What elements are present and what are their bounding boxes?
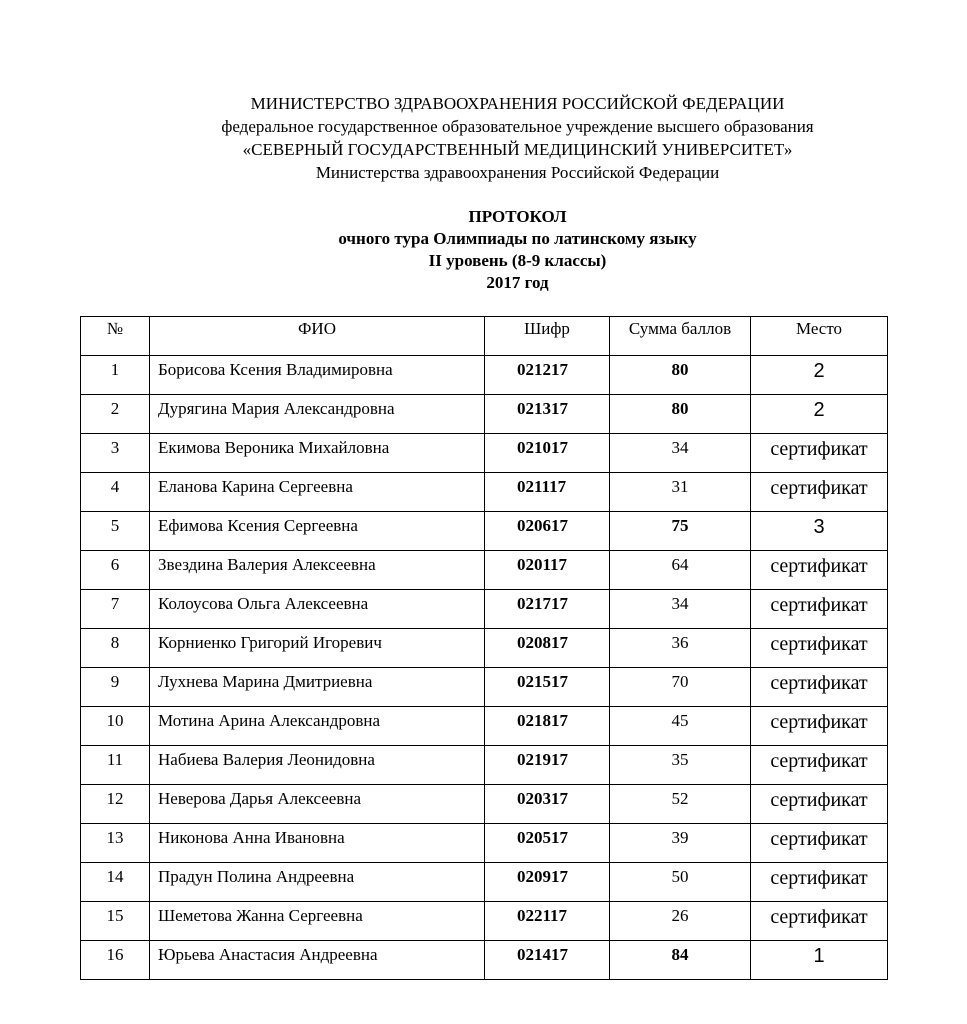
row-place: сертификат [751, 629, 888, 668]
row-place: сертификат [751, 824, 888, 863]
row-fio: Прадун Полина Андреевна [150, 863, 485, 902]
row-code: 020917 [485, 863, 610, 902]
row-score: 64 [610, 551, 751, 590]
row-score: 80 [610, 395, 751, 434]
table-row [81, 551, 888, 590]
row-place: сертификат [751, 551, 888, 590]
row-fio: Звездина Валерия Алексеевна [150, 551, 485, 590]
table-row [81, 668, 888, 707]
row-code: 021917 [485, 746, 610, 785]
row-score: 36 [610, 629, 751, 668]
row-code: 020117 [485, 551, 610, 590]
row-fio: Шеметова Жанна Сергеевна [150, 902, 485, 941]
row-num: 13 [81, 824, 150, 863]
row-place: сертификат [751, 902, 888, 941]
row-num: 11 [81, 746, 150, 785]
row-code: 020817 [485, 629, 610, 668]
row-num: 12 [81, 785, 150, 824]
table-row [81, 785, 888, 824]
row-num: 15 [81, 902, 150, 941]
row-score: 34 [610, 434, 751, 473]
olympiad-name: очного тура Олимпиады по латинскому языку [338, 229, 697, 248]
row-code: 021717 [485, 590, 610, 629]
row-score: 84 [610, 941, 751, 980]
table-row [81, 512, 888, 551]
table-row [81, 941, 888, 980]
row-fio: Лухнева Марина Дмитриевна [150, 668, 485, 707]
protocol-heading: ПРОТОКОЛ [468, 207, 567, 226]
row-score: 39 [610, 824, 751, 863]
table-row [81, 590, 888, 629]
row-fio: Ефимова Ксения Сергеевна [150, 512, 485, 551]
row-score: 34 [610, 590, 751, 629]
row-score: 26 [610, 902, 751, 941]
column-header-code: Шифр [485, 317, 610, 356]
row-place: сертификат [751, 668, 888, 707]
row-score: 52 [610, 785, 751, 824]
column-header-place: Место [751, 317, 888, 356]
row-fio: Екимова Вероника Михайловна [150, 434, 485, 473]
row-place: сертификат [751, 863, 888, 902]
column-header-num: № [81, 317, 150, 356]
header-row [81, 317, 888, 356]
row-code: 022117 [485, 902, 610, 941]
row-num: 16 [81, 941, 150, 980]
row-num: 2 [81, 395, 150, 434]
row-code: 021217 [485, 356, 610, 395]
row-place: 1 [751, 941, 888, 980]
table-row [81, 629, 888, 668]
column-header-fio: ФИО [150, 317, 485, 356]
table-row [81, 902, 888, 941]
row-fio: Набиева Валерия Леонидовна [150, 746, 485, 785]
olympiad-level: II уровень (8-9 классы) [428, 251, 607, 270]
table-row [81, 395, 888, 434]
row-place: сертификат [751, 746, 888, 785]
row-score: 50 [610, 863, 751, 902]
row-code: 020617 [485, 512, 610, 551]
row-fio: Никонова Анна Ивановна [150, 824, 485, 863]
row-num: 6 [81, 551, 150, 590]
results-table-body [81, 356, 888, 980]
table-row [81, 863, 888, 902]
ministry-subtitle: Министерства здравоохранения Российской Федерации [315, 163, 720, 182]
row-place: сертификат [751, 785, 888, 824]
row-code: 020517 [485, 824, 610, 863]
row-score: 31 [610, 473, 751, 512]
table-row [81, 434, 888, 473]
row-code: 021517 [485, 668, 610, 707]
row-code: 021417 [485, 941, 610, 980]
row-score: 35 [610, 746, 751, 785]
row-place: 2 [751, 356, 888, 395]
table-row [81, 356, 888, 395]
institution-type: федеральное государственное образовательное учреждение высшего образования [221, 117, 814, 136]
row-num: 1 [81, 356, 150, 395]
university-name: «СЕВЕРНЫЙ ГОСУДАРСТВЕННЫЙ МЕДИЦИНСКИЙ УНИВЕРСИТЕТ» [242, 140, 793, 159]
row-score: 70 [610, 668, 751, 707]
row-place: сертификат [751, 473, 888, 512]
row-fio: Дурягина Мария Александровна [150, 395, 485, 434]
table-row [81, 746, 888, 785]
row-num: 3 [81, 434, 150, 473]
row-fio: Корниенко Григорий Игоревич [150, 629, 485, 668]
protocol-title-block [0, 206, 967, 294]
row-num: 7 [81, 590, 150, 629]
column-header-score: Сумма баллов [610, 317, 751, 356]
row-code: 021017 [485, 434, 610, 473]
row-fio: Еланова Карина Сергеевна [150, 473, 485, 512]
row-num: 10 [81, 707, 150, 746]
results-table [80, 316, 888, 980]
row-place: 2 [751, 395, 888, 434]
document-header [0, 92, 967, 184]
row-fio: Юрьева Анастасия Андреевна [150, 941, 485, 980]
row-fio: Мотина Арина Александровна [150, 707, 485, 746]
row-place: сертификат [751, 434, 888, 473]
table-row [81, 824, 888, 863]
row-fio: Неверова Дарья Алексеевна [150, 785, 485, 824]
results-table-header [81, 317, 888, 356]
row-num: 9 [81, 668, 150, 707]
row-fio: Колоусова Ольга Алексеевна [150, 590, 485, 629]
row-num: 8 [81, 629, 150, 668]
table-row [81, 473, 888, 512]
row-place: сертификат [751, 707, 888, 746]
row-num: 5 [81, 512, 150, 551]
table-row [81, 707, 888, 746]
row-score: 80 [610, 356, 751, 395]
row-num: 14 [81, 863, 150, 902]
olympiad-year: 2017 год [486, 273, 549, 292]
ministry-title: МИНИСТЕРСТВО ЗДРАВООХРАНЕНИЯ РОССИЙСКОЙ ФЕДЕРАЦИИ [250, 94, 785, 113]
row-code: 021317 [485, 395, 610, 434]
row-place: сертификат [751, 590, 888, 629]
row-score: 45 [610, 707, 751, 746]
row-place: 3 [751, 512, 888, 551]
row-code: 021817 [485, 707, 610, 746]
row-code: 021117 [485, 473, 610, 512]
row-fio: Борисова Ксения Владимировна [150, 356, 485, 395]
row-score: 75 [610, 512, 751, 551]
row-num: 4 [81, 473, 150, 512]
row-code: 020317 [485, 785, 610, 824]
